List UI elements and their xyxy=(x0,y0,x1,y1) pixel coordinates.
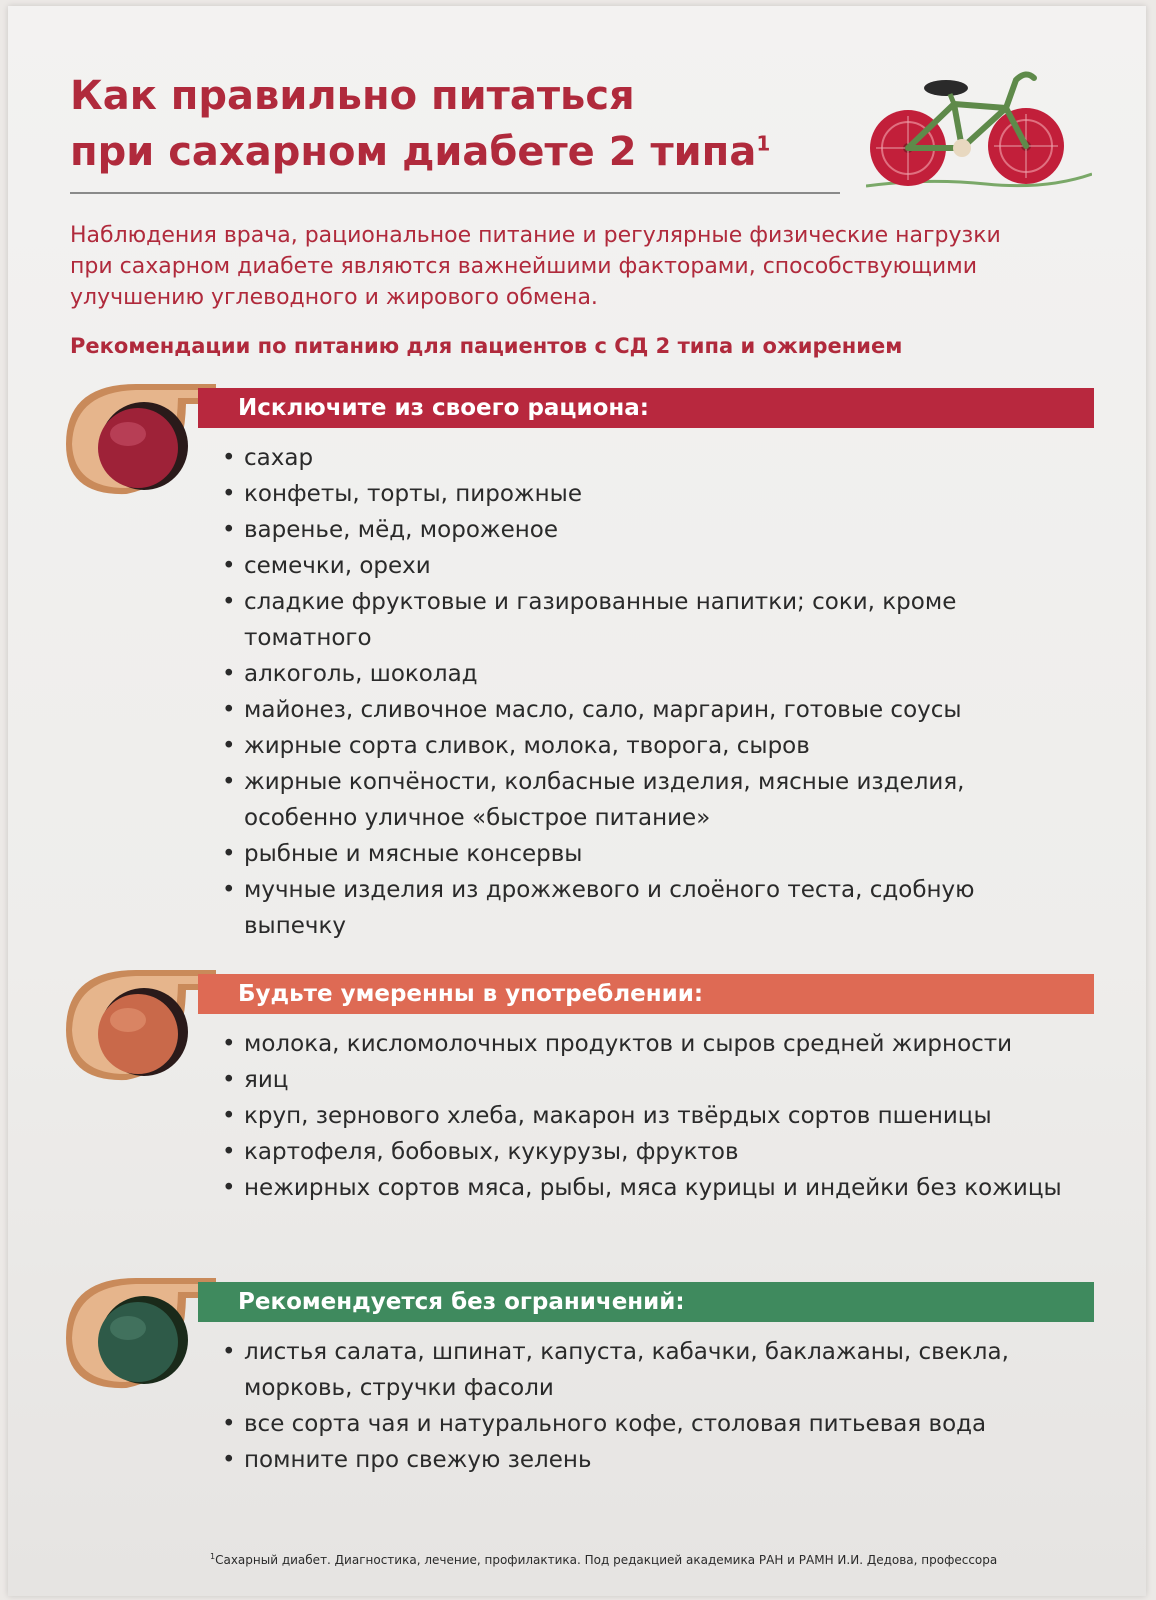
list-item: • сладкие фруктовые и газированные напитки; соки, кроме томатного xyxy=(220,584,1080,656)
recommendations-subheading: Рекомендации по питанию для пациентов с СД 2 типа и ожирением xyxy=(70,334,903,358)
section-moderate-heading: Будьте умеренны в употреблении: xyxy=(198,974,1094,1014)
list-item: • листья салата, шпинат, капуста, кабачки, баклажаны, свекла, морковь, стручки фасоли xyxy=(220,1334,1080,1406)
title-footnote-mark: 1 xyxy=(756,131,771,156)
title-divider xyxy=(70,192,840,194)
list-item: • молока, кисломолочных продуктов и сыров средней жирности xyxy=(220,1026,1080,1062)
list-item: • нежирных сортов мяса, рыбы, мяса курицы и индейки без кожицы xyxy=(220,1170,1080,1206)
footnote-text: Сахарный диабет. Диагностика, лечение, профилактика. Под редакцией академика РАН и РАМН И.И. Дедова, профессора xyxy=(215,1553,998,1567)
title-line-2 xyxy=(70,124,850,180)
list-item: • яиц xyxy=(220,1062,1080,1098)
list-item: • семечки, орехи xyxy=(220,548,1080,584)
traffic-light-red-icon xyxy=(66,384,216,504)
list-item: • рыбные и мясные консервы xyxy=(220,836,1080,872)
footnote-mark: 1 xyxy=(210,1552,216,1561)
list-item: • жирные сорта сливок, молока, творога, сыров xyxy=(220,728,1080,764)
list-item: • варенье, мёд, мороженое xyxy=(220,512,1080,548)
section-exclude-list xyxy=(220,440,1080,944)
list-item: • все сорта чая и натурального кофе, столовая питьевая вода xyxy=(220,1406,1080,1442)
section-unlimited-list xyxy=(220,1334,1080,1478)
list-item: • конфеты, торты, пирожные xyxy=(220,476,1080,512)
traffic-light-orange-icon xyxy=(66,970,216,1090)
list-item: • сахар xyxy=(220,440,1080,476)
list-item: • майонез, сливочное масло, сало, маргарин, готовые соусы xyxy=(220,692,1080,728)
list-item: • жирные копчёности, колбасные изделия, мясные изделия, особенно уличное «быстрое питание» xyxy=(220,764,1080,836)
title-line-2-text: при сахарном диабете 2 типа xyxy=(70,129,757,175)
title-line-1: Как правильно питаться xyxy=(70,73,635,119)
footnote xyxy=(210,1552,1110,1567)
bicycle-illustration xyxy=(866,56,1092,206)
traffic-light-green-icon xyxy=(66,1278,216,1398)
section-unlimited-heading: Рекомендуется без ограничений: xyxy=(198,1282,1094,1322)
list-item: • помните про свежую зелень xyxy=(220,1442,1080,1478)
list-item: • мучные изделия из дрожжевого и слоёного теста, сдобную выпечку xyxy=(220,872,1080,944)
page-title xyxy=(70,68,850,180)
leaflet-page xyxy=(8,6,1146,1596)
section-moderate-list xyxy=(220,1026,1080,1206)
list-item: • картофеля, бобовых, кукурузы, фруктов xyxy=(220,1134,1080,1170)
intro-paragraph: Наблюдения врача, рациональное питание и регулярные физические нагрузки при сахарном диабете являются важнейшими факторами, способствующими улучшению углеводного и жирового обмена. xyxy=(70,223,1001,310)
list-item: • алкоголь, шоколад xyxy=(220,656,1080,692)
section-exclude-heading: Исключите из своего рациона: xyxy=(198,388,1094,428)
list-item: • круп, зернового хлеба, макарон из твёрдых сортов пшеницы xyxy=(220,1098,1080,1134)
